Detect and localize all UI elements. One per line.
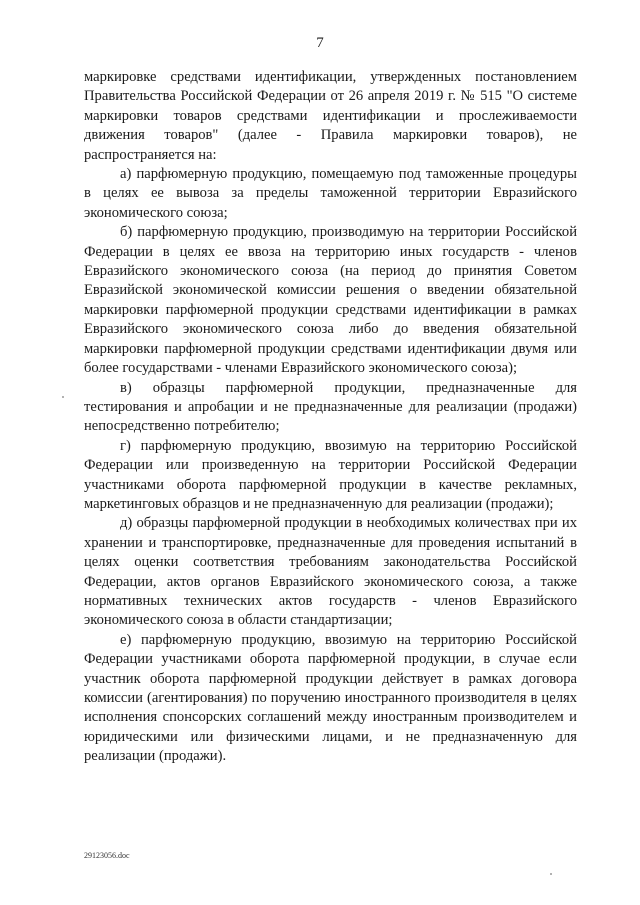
paragraph-item-v: в) образцы парфюмерной продукции, предназначенные для тестирования и апробации и не предназначенные для реализации (продажи) непосредственно потребителю; — [84, 379, 577, 435]
page-number: 7 — [316, 35, 324, 51]
scan-speck — [62, 396, 64, 398]
footer-doc-code: 29123056.doc — [84, 851, 130, 860]
paragraph-item-g: г) парфюмерную продукцию, ввозимую на территорию Российской Федерации или произведенную на территории Российской Федерации участниками оборота парфюмерной продукции в качестве рекламных, маркетинговых образцов и не предназначенную для реализации (продажи); — [84, 437, 577, 512]
document-body — [84, 68, 577, 767]
paragraph-item-e: е) парфюмерную продукцию, ввозимую на территорию Российской Федерации участниками оборота парфюмерной продукции, в случае если участник оборота парфюмерной продукции действует в рамках договора комиссии (агентирования) по поручению иностранного производителя в целях исполнения спонсорских соглашений между иностранным производителем и юридическими или физическими лицами, и не предназначенную для реализации (продажи). — [84, 631, 577, 765]
paragraph-item-b: б) парфюмерную продукцию, производимую на территории Российской Федерации в целях ее ввоза на территорию иных государств - членов Евразийского экономического союза (на период до принятия Советом Евразийской экономической комиссии решения о введении обязательной маркировки парфюмерной продукции средствами идентификации в рамках Евразийского экономического союза либо до введения обязательной маркировки парфюмерной продукции средствами идентификации двумя или более государствами - членами Евразийского экономического союза); — [84, 224, 577, 377]
paragraph-item-d: д) образцы парфюмерной продукции в необходимых количествах при их хранении и транспортировке, предназначенные для проведения испытаний в целях оценки соответствия требованиям законодательства Российской Федерации, актов органов Евразийского экономического союза, а также нормативных технических актов государств - членов Евразийского экономического союза в области стандартизации; — [84, 515, 577, 629]
paragraph-continuation: маркировке средствами идентификации, утвержденных постановлением Правительства Российской Федерации от 26 апреля 2019 г. № 515 "О системе маркировки товаров средствами идентификации и прослеживаемости движения товаров" (далее - Правила маркировки товаров), не распространяется на: — [84, 69, 577, 163]
scan-speck — [550, 873, 552, 875]
paragraph-item-a: а) парфюмерную продукцию, помещаемую под таможенные процедуры в целях ее вывоза за пределы таможенной территории Евразийского экономического союза; — [84, 166, 577, 221]
